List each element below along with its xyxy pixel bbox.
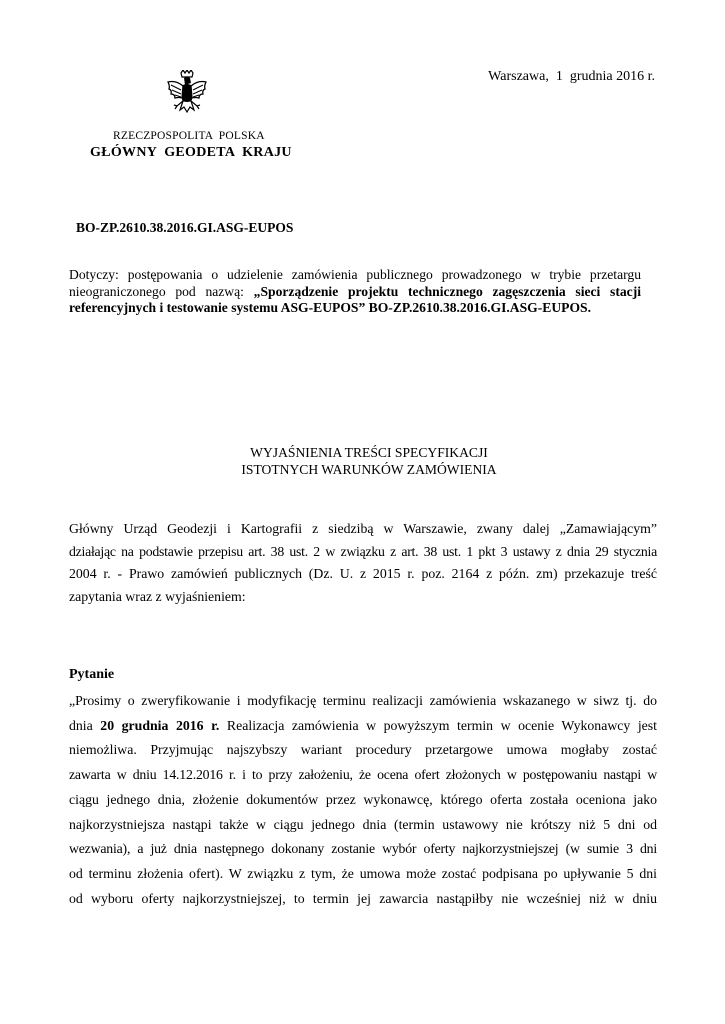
question-text: Realizacja zamówienia w powyższym termin w ocenie Wykonawcy jest — [219, 717, 657, 733]
document-title-line-2: ISTOTNYCH WARUNKÓW ZAMÓWIENIA — [241, 462, 497, 477]
place-date: Warszawa, 1 grudnia 2016 r. — [488, 69, 655, 84]
question-line: wezwania), a już dnia następnego dokonany zostanie wybór oferty najkorzystniejszej (w sumie 3 dni — [69, 841, 657, 857]
intro-line: Główny Urząd Geodezji i Kartografii z siedzibą w Warszawie, zwany dalej „Zamawiającym” — [69, 521, 657, 536]
deadline-date: 20 grudnia 2016 r. — [100, 717, 220, 733]
reference-number: BO-ZP.2610.38.2016.GI.ASG-EUPOS — [76, 220, 294, 235]
intro-paragraph — [69, 518, 657, 608]
question-line: „Prosimy o zweryfikowanie i modyfikację terminu realizacji zamówienia wskazanego w siwz tj. do — [69, 693, 657, 708]
question-line: ciągu jednego dnia, złożenie dokumentów przez wykonawcę, którego oferta została oceniona jako — [69, 791, 657, 807]
question-line: najkorzystniejsza nastąpi także w ciągu jednego dnia (termin ustawowy nie krótszy niż 5 dni od — [69, 816, 657, 832]
question-line: od wyboru oferty najkorzystniejszej, to termin jej zawarcia nastąpiłby nie wcześniej niż w dniu — [69, 890, 657, 906]
question-text: dnia — [69, 717, 101, 733]
question-line — [69, 714, 657, 739]
intro-line: działając na podstawie przepisu art. 38 ust. 2 w związku z art. 38 ust. 1 pkt 3 ustawy z dnia 29 stycznia — [69, 543, 657, 559]
polish-eagle-icon — [166, 70, 208, 120]
subject-lead: Dotyczy: postępowania o udzielenie zamówienia publicznego prowadzonego w trybie przetargu nieograniczonego pod nazwą: — [69, 267, 641, 299]
question-line: zawarta w dniu 14.12.2016 r. i to przy założeniu, że ocena ofert złożonych w postępowaniu nastąpi w — [69, 767, 657, 783]
intro-line: zapytania wraz z wyjaśnieniem: — [69, 588, 246, 604]
intro-line: 2004 r. - Prawo zamówień publicznych (Dz. U. z 2015 r. poz. 2164 z późn. zm) przekazuje treść — [69, 566, 657, 581]
subject-name: „Sporządzenie projektu technicznego zagęszczenia sieci stacji referencyjnych i testowanie systemu ASG-EUPOS” BO-ZP.2610.38.2016.GI.ASG-EUPOS. — [69, 283, 641, 315]
subject-paragraph — [69, 267, 641, 317]
question-line: niemożliwa. Przyjmując najszybszy wariant procedury przetargowe umowa mogłaby zostać — [69, 742, 657, 758]
question-line: od terminu złożenia ofert). W związku z tym, że umowa może zostać podpisana po upływanie 5 dni — [69, 865, 657, 881]
question-heading: Pytanie — [69, 667, 115, 682]
office-name: GŁÓWNY GEODETA KRAJU — [90, 145, 292, 160]
republic-name: RZECZPOSPOLITA POLSKA — [113, 130, 265, 142]
question-paragraph — [69, 689, 657, 911]
document-title-line-1: WYJAŚNIENIA TREŚCI SPECYFIKACJI — [250, 445, 488, 460]
